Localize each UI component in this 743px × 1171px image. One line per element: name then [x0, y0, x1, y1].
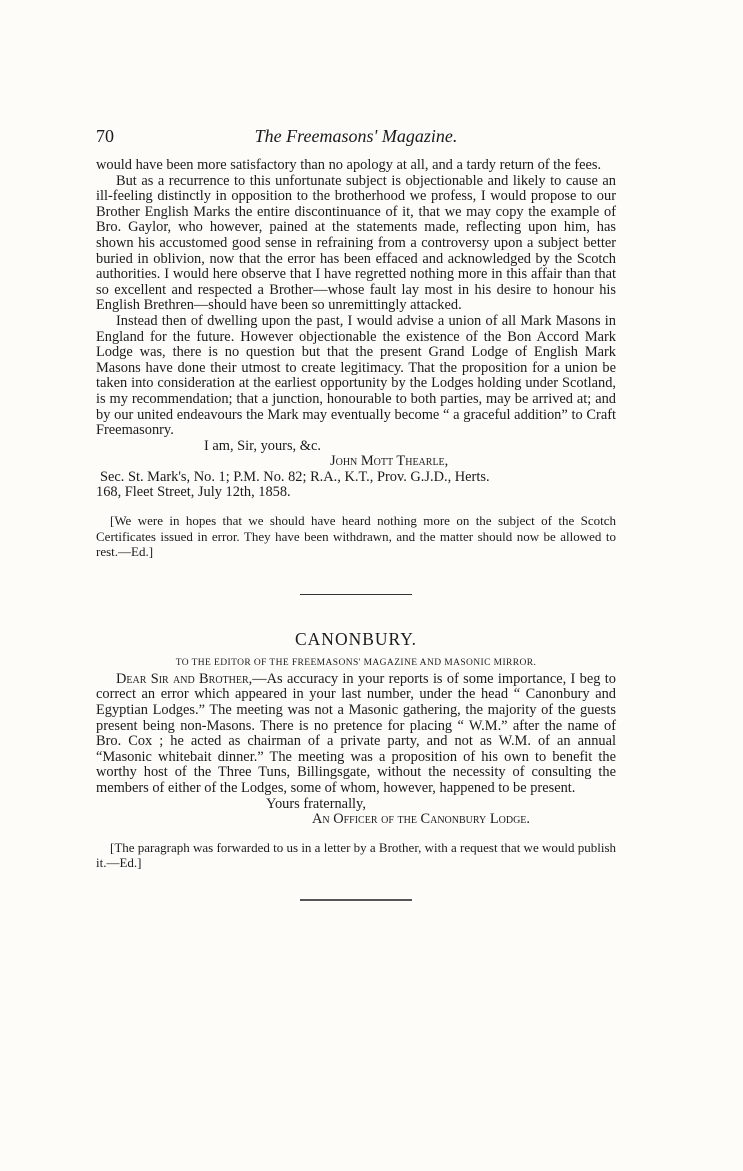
- letter-two-salutation: Dear Sir and Brother,: [116, 670, 253, 687]
- section-heading: CANONBURY.: [295, 628, 417, 649]
- letter-two-signature: An Officer of the Canonbury Lodge.: [312, 811, 530, 828]
- letter-one-signature: John Mott Thearle,: [330, 453, 449, 470]
- running-header: [96, 126, 616, 150]
- addressee-line: TO THE EDITOR OF THE FREEMASONS' MAGAZINE AND MASONIC MIRROR.: [175, 657, 537, 668]
- letter-one-closing: I am, Sir, yours, &c.: [204, 437, 321, 454]
- editor-note-one: [We were in hopes that we should have heard nothing more on the subject of the Scotch Certificates issued in error. They have been withdrawn, and the matter should now be allowed to rest.—Ed.]: [96, 513, 616, 560]
- letter-two-body: —As accuracy in your reports is of some importance, I beg to correct an error which appeared in your last number, under the head “ Canonbury and Egyptian Lodges.” The meeting was not a Masonic gathering, the majority of the guests present being non-Masons. There is no pretence for placing “ W.M.” after the name of Bro. Cox ; he acted as chairman of a private party, and not as W.M. of an annual “Masonic whitebait dinner.” The meeting was a proposition of his own to benefit the worthy host of the Three Tuns, Billingsgate, without the necessity of consulting the members of either of the Lodges, some of whom, however, happened to be present.: [96, 670, 616, 796]
- letter-one-paragraph-1: would have been more satisfactory than no apology at all, and a tardy return of the fees.: [96, 157, 602, 173]
- letter-one-titles: Sec. St. Mark's, No. 1; P.M. No. 82; R.A., K.T., Prov. G.J.D., Herts.: [100, 468, 490, 485]
- letter-one: [96, 158, 616, 501]
- letter-one-paragraph-2: But as a recurrence to this unfortunate subject is objectionable and likely to cause an ill-feeling distinctly in opposition to the brotherhood we profess, I would propose to our Brother English Marks the entire discontinuance of it, that we may copy the example of Bro. Gaylor, who however, pained at the statements made, reflecting upon him, has shown his accustomed good sense in refraining from a controversy upon a subject better buried in oblivion, now that the error has been effaced and acknowledged by the Scotch authorities. I would here observe that I have regretted nothing more in this affair than that so excellent and respected a Brother—whose fault lay most in his desire to honour his English Brethren—should have been so unremittingly attacked.: [96, 172, 616, 314]
- page: [96, 126, 616, 901]
- letter-two: [96, 672, 616, 828]
- end-divider: [300, 899, 412, 901]
- page-number: 70: [96, 126, 114, 146]
- magazine-title: The Freemasons' Magazine.: [254, 126, 458, 146]
- letter-one-address: 168, Fleet Street, July 12th, 1858.: [96, 484, 291, 501]
- section-divider: [300, 594, 412, 595]
- letter-one-paragraph-3: Instead then of dwelling upon the past, I would advise a union of all Mark Masons in England for the future. However objectionable the existence of the Bon Accord Mark Lodge was, there is no question but that the present Grand Lodge of English Mark Masons have done their utmost to create legitimacy. That the proposition for a union be taken into consideration at the earliest opportunity by the Lodges holding under Scotland, is my recommendation; that a junction, honourable to both parties, may be arrived at; and by our united endeavours the Mark may eventually become “ a graceful addition” to Craft Freemasonry.: [96, 312, 616, 439]
- editor-note-two: [The paragraph was forwarded to us in a letter by a Brother, with a request that we would publish it.—Ed.]: [96, 839, 616, 871]
- letter-two-paragraph: [96, 672, 616, 797]
- letter-two-closing: Yours fraternally,: [266, 795, 366, 812]
